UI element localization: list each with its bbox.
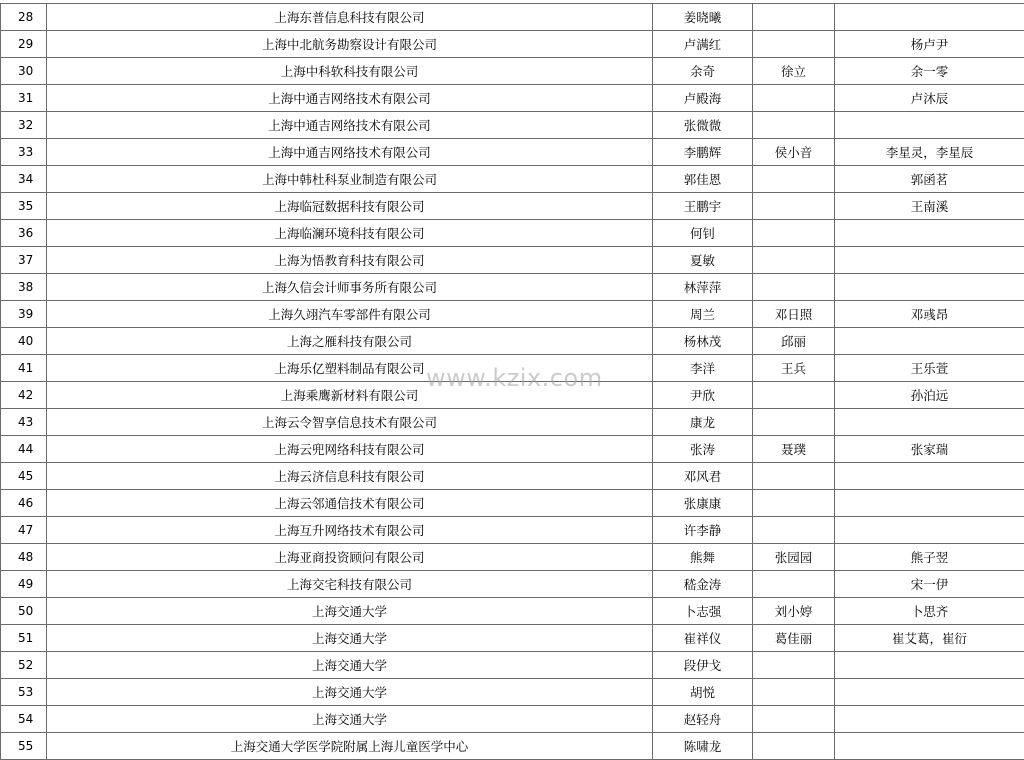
- table-row: [1, 382, 1024, 409]
- children-names-cell: 宋一伊: [835, 571, 1024, 598]
- spouse-name-cell: [753, 85, 835, 112]
- row-number-cell: 28: [1, 4, 47, 31]
- row-number-cell: 33: [1, 139, 47, 166]
- children-names-cell: 孙泊远: [835, 382, 1024, 409]
- spouse-name-cell: [753, 652, 835, 679]
- person-name-cell: 段伊戈: [653, 652, 753, 679]
- table-row: [1, 301, 1024, 328]
- children-names-cell: [835, 679, 1024, 706]
- table-row: [1, 544, 1024, 571]
- row-number-cell: 31: [1, 85, 47, 112]
- spouse-name-cell: [753, 490, 835, 517]
- children-names-cell: [835, 463, 1024, 490]
- company-name-cell: 上海云令智享信息技术有限公司: [47, 409, 653, 436]
- person-name-cell: 王鹏宇: [653, 193, 753, 220]
- table-row: [1, 139, 1024, 166]
- row-number-cell: 37: [1, 247, 47, 274]
- spouse-name-cell: [753, 706, 835, 733]
- company-name-cell: 上海为悟教育科技有限公司: [47, 247, 653, 274]
- company-name-cell: 上海亚商投资顾问有限公司: [47, 544, 653, 571]
- company-name-cell: 上海交通大学: [47, 598, 653, 625]
- row-number-cell: 40: [1, 328, 47, 355]
- row-number-cell: 39: [1, 301, 47, 328]
- table-row: [1, 274, 1024, 301]
- row-number-cell: 42: [1, 382, 47, 409]
- children-names-cell: [835, 112, 1024, 139]
- row-number-cell: 41: [1, 355, 47, 382]
- person-name-cell: 卜志强: [653, 598, 753, 625]
- row-number-cell: 38: [1, 274, 47, 301]
- watermark-text: www.kzix.com: [426, 364, 603, 392]
- company-name-cell: 上海中北航务勘察设计有限公司: [47, 31, 653, 58]
- person-name-cell: 郭佳恩: [653, 166, 753, 193]
- children-names-cell: 熊子翌: [835, 544, 1024, 571]
- row-number-cell: 43: [1, 409, 47, 436]
- row-number-cell: 34: [1, 166, 47, 193]
- person-name-cell: 余奇: [653, 58, 753, 85]
- row-number-cell: 53: [1, 679, 47, 706]
- row-number-cell: 51: [1, 625, 47, 652]
- roster-table: [0, 3, 1024, 760]
- person-name-cell: 张涛: [653, 436, 753, 463]
- company-name-cell: 上海临澜环境科技有限公司: [47, 220, 653, 247]
- children-names-cell: 李星灵，李星辰: [835, 139, 1024, 166]
- spouse-name-cell: [753, 193, 835, 220]
- company-name-cell: 上海中通吉网络技术有限公司: [47, 139, 653, 166]
- spouse-name-cell: [753, 409, 835, 436]
- table-row: [1, 193, 1024, 220]
- table-row: [1, 652, 1024, 679]
- spouse-name-cell: [753, 517, 835, 544]
- spouse-name-cell: [753, 247, 835, 274]
- children-names-cell: [835, 733, 1024, 760]
- spouse-name-cell: [753, 463, 835, 490]
- children-names-cell: 余一零: [835, 58, 1024, 85]
- company-name-cell: 上海久翊汽车零部件有限公司: [47, 301, 653, 328]
- company-name-cell: 上海交通大学: [47, 652, 653, 679]
- table-row: [1, 247, 1024, 274]
- company-name-cell: 上海中通吉网络技术有限公司: [47, 85, 653, 112]
- spouse-name-cell: 邱丽: [753, 328, 835, 355]
- table-row: [1, 328, 1024, 355]
- table-row: [1, 679, 1024, 706]
- children-names-cell: [835, 247, 1024, 274]
- person-name-cell: 嵇金涛: [653, 571, 753, 598]
- spouse-name-cell: [753, 4, 835, 31]
- person-name-cell: 李鹏辉: [653, 139, 753, 166]
- person-name-cell: 卢殿海: [653, 85, 753, 112]
- row-number-cell: 32: [1, 112, 47, 139]
- row-number-cell: 52: [1, 652, 47, 679]
- person-name-cell: 张微微: [653, 112, 753, 139]
- spouse-name-cell: 聂璞: [753, 436, 835, 463]
- person-name-cell: 杨林茂: [653, 328, 753, 355]
- table-row: [1, 625, 1024, 652]
- company-name-cell: 上海互升网络技术有限公司: [47, 517, 653, 544]
- table-row: [1, 58, 1024, 85]
- children-names-cell: [835, 517, 1024, 544]
- table-row: [1, 598, 1024, 625]
- company-name-cell: 上海交通大学: [47, 625, 653, 652]
- person-name-cell: 何钊: [653, 220, 753, 247]
- table-row: [1, 4, 1024, 31]
- spouse-name-cell: [753, 382, 835, 409]
- row-number-cell: 47: [1, 517, 47, 544]
- children-names-cell: 邓彧昂: [835, 301, 1024, 328]
- row-number-cell: 49: [1, 571, 47, 598]
- children-names-cell: [835, 706, 1024, 733]
- children-names-cell: 王南溪: [835, 193, 1024, 220]
- table-row: [1, 220, 1024, 247]
- spouse-name-cell: [753, 31, 835, 58]
- person-name-cell: 陈啸龙: [653, 733, 753, 760]
- children-names-cell: [835, 4, 1024, 31]
- spouse-name-cell: 王兵: [753, 355, 835, 382]
- person-name-cell: 许李静: [653, 517, 753, 544]
- spouse-name-cell: 徐立: [753, 58, 835, 85]
- table-row: [1, 490, 1024, 517]
- company-name-cell: 上海交通大学: [47, 706, 653, 733]
- person-name-cell: 胡悦: [653, 679, 753, 706]
- spouse-name-cell: [753, 571, 835, 598]
- children-names-cell: [835, 274, 1024, 301]
- children-names-cell: [835, 652, 1024, 679]
- row-number-cell: 35: [1, 193, 47, 220]
- company-name-cell: 上海中科软科技有限公司: [47, 58, 653, 85]
- row-number-cell: 44: [1, 436, 47, 463]
- table-row: [1, 409, 1024, 436]
- row-number-cell: 29: [1, 31, 47, 58]
- company-name-cell: 上海交宅科技有限公司: [47, 571, 653, 598]
- row-number-cell: 45: [1, 463, 47, 490]
- person-name-cell: 李洋: [653, 355, 753, 382]
- company-name-cell: 上海交通大学医学院附属上海儿童医学中心: [47, 733, 653, 760]
- table-row: [1, 112, 1024, 139]
- table-row: [1, 463, 1024, 490]
- children-names-cell: 崔艾葛，崔衍: [835, 625, 1024, 652]
- table-row: [1, 571, 1024, 598]
- spouse-name-cell: 刘小婷: [753, 598, 835, 625]
- person-name-cell: 张康康: [653, 490, 753, 517]
- spouse-name-cell: [753, 166, 835, 193]
- company-name-cell: 上海云邻通信技术有限公司: [47, 490, 653, 517]
- person-name-cell: 康龙: [653, 409, 753, 436]
- spouse-name-cell: [753, 733, 835, 760]
- row-number-cell: 48: [1, 544, 47, 571]
- spouse-name-cell: [753, 220, 835, 247]
- row-number-cell: 54: [1, 706, 47, 733]
- person-name-cell: 赵轻舟: [653, 706, 753, 733]
- company-name-cell: 上海之雁科技有限公司: [47, 328, 653, 355]
- children-names-cell: [835, 490, 1024, 517]
- row-number-cell: 50: [1, 598, 47, 625]
- children-names-cell: [835, 220, 1024, 247]
- person-name-cell: 崔祥仪: [653, 625, 753, 652]
- spouse-name-cell: 侯小音: [753, 139, 835, 166]
- row-number-cell: 46: [1, 490, 47, 517]
- company-name-cell: 上海云济信息科技有限公司: [47, 463, 653, 490]
- company-name-cell: 上海久信会计师事务所有限公司: [47, 274, 653, 301]
- person-name-cell: 邓风君: [653, 463, 753, 490]
- children-names-cell: 杨卢尹: [835, 31, 1024, 58]
- children-names-cell: 张家瑞: [835, 436, 1024, 463]
- spouse-name-cell: [753, 679, 835, 706]
- roster-table-body: [1, 4, 1024, 760]
- row-number-cell: 36: [1, 220, 47, 247]
- table-row: [1, 706, 1024, 733]
- spouse-name-cell: 张园园: [753, 544, 835, 571]
- person-name-cell: 熊舞: [653, 544, 753, 571]
- person-name-cell: 夏敏: [653, 247, 753, 274]
- table-row: [1, 166, 1024, 193]
- person-name-cell: 尹欣: [653, 382, 753, 409]
- company-name-cell: 上海云兜网络科技有限公司: [47, 436, 653, 463]
- person-name-cell: 林萍萍: [653, 274, 753, 301]
- children-names-cell: 王乐萱: [835, 355, 1024, 382]
- person-name-cell: 卢满红: [653, 31, 753, 58]
- children-names-cell: 卢沐辰: [835, 85, 1024, 112]
- company-name-cell: 上海交通大学: [47, 679, 653, 706]
- company-name-cell: 上海临冠数据科技有限公司: [47, 193, 653, 220]
- table-row: [1, 85, 1024, 112]
- row-number-cell: 30: [1, 58, 47, 85]
- row-number-cell: 55: [1, 733, 47, 760]
- children-names-cell: [835, 409, 1024, 436]
- children-names-cell: 卜思齐: [835, 598, 1024, 625]
- table-row: [1, 436, 1024, 463]
- company-name-cell: 上海乘鹰新材料有限公司: [47, 382, 653, 409]
- table-row: [1, 733, 1024, 760]
- company-name-cell: 上海中韩杜科泵业制造有限公司: [47, 166, 653, 193]
- table-row: [1, 31, 1024, 58]
- table-row: [1, 355, 1024, 382]
- spouse-name-cell: [753, 274, 835, 301]
- spouse-name-cell: [753, 112, 835, 139]
- children-names-cell: 郭函茗: [835, 166, 1024, 193]
- spouse-name-cell: 葛佳丽: [753, 625, 835, 652]
- spouse-name-cell: 邓日照: [753, 301, 835, 328]
- company-name-cell: 上海中通吉网络技术有限公司: [47, 112, 653, 139]
- person-name-cell: 周兰: [653, 301, 753, 328]
- company-name-cell: 上海乐亿塑料制品有限公司: [47, 355, 653, 382]
- person-name-cell: 姜晓曦: [653, 4, 753, 31]
- table-row: [1, 517, 1024, 544]
- company-name-cell: 上海东普信息科技有限公司: [47, 4, 653, 31]
- children-names-cell: [835, 328, 1024, 355]
